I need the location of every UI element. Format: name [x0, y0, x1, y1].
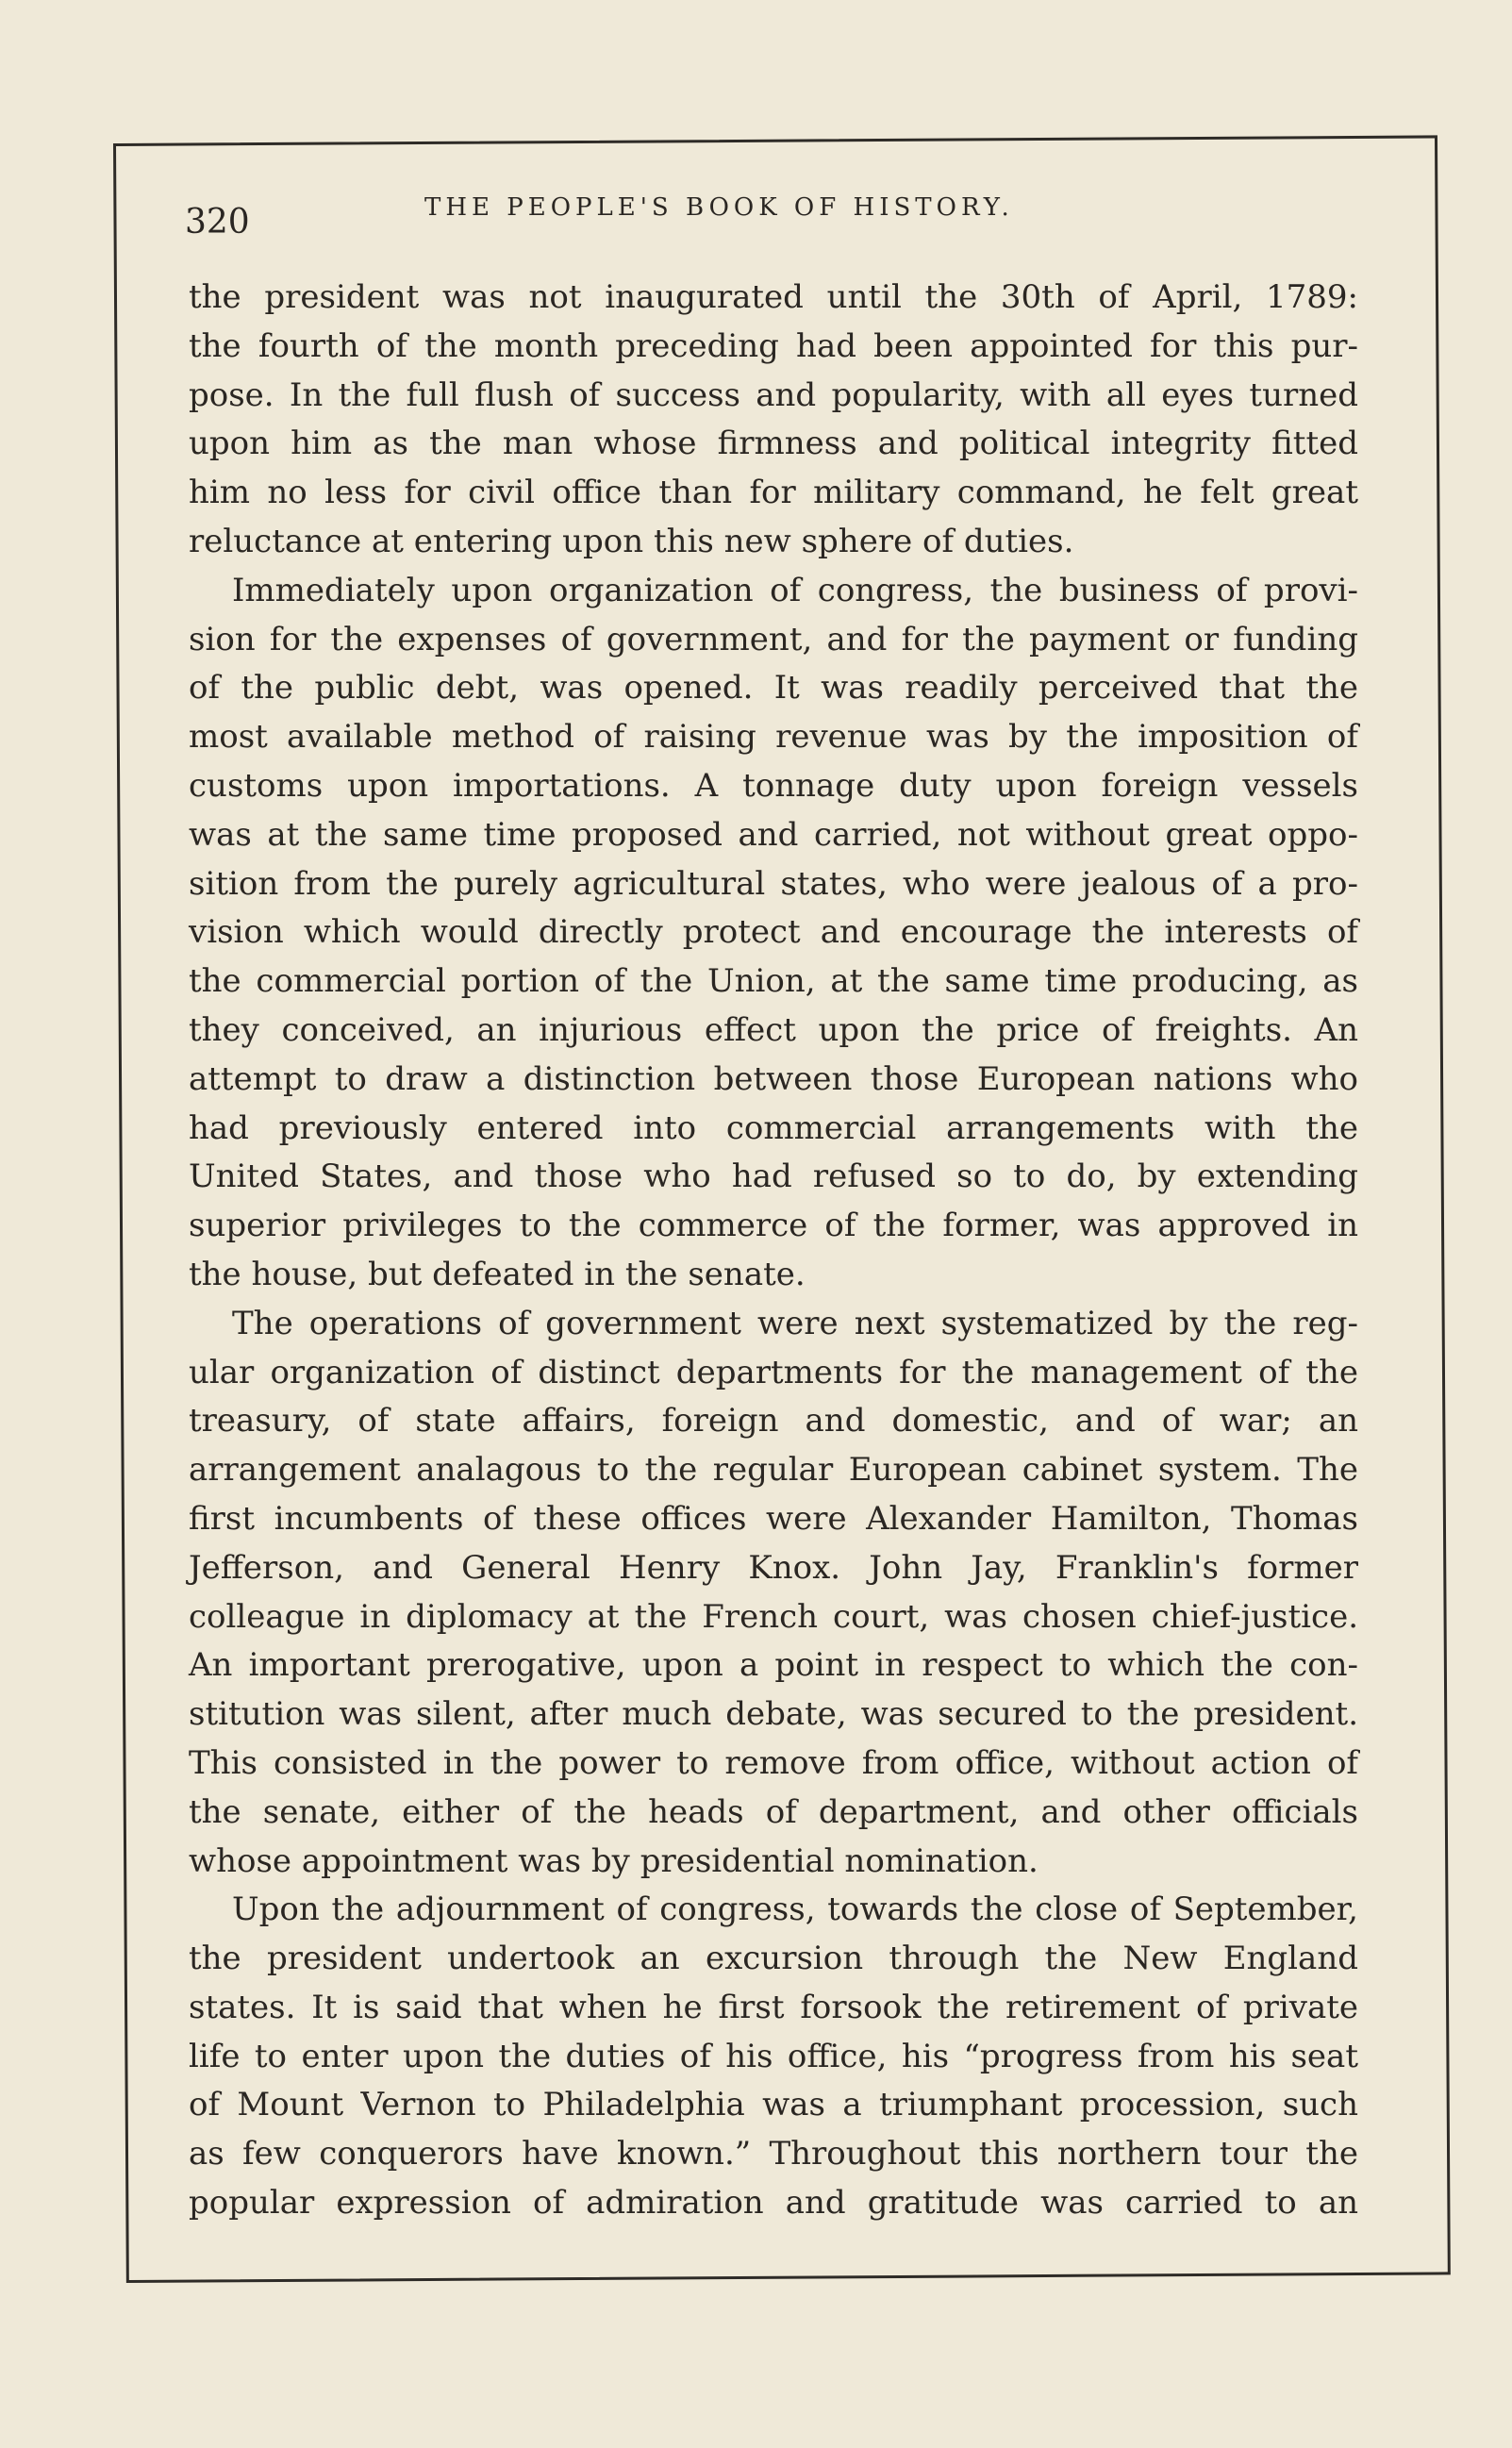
text-line: whose appointment was by presidential nomination.: [189, 1841, 1038, 1880]
text-line: colleague in diplomacy at the French court, was chosen chief-justice.: [189, 1597, 1358, 1636]
text-line: as few conquerors have known.” Throughout this northern tour the: [189, 2135, 1358, 2173]
running-title: THE PEOPLE'S BOOK OF HISTORY.: [424, 193, 1014, 222]
text-line: reluctance at entering upon this new sphere of duties.: [189, 522, 1074, 560]
text-line: popular expression of admiration and gratitude was carried to an: [189, 2184, 1358, 2223]
text-line: upon him as the man whose firmness and political integrity fitted: [189, 425, 1358, 463]
text-line: they conceived, an injurious effect upon the price of freights. An: [189, 1010, 1358, 1049]
text-line: first incumbents of these offices were Alexander Hamilton, Thomas: [189, 1499, 1358, 1538]
text-line: ular organization of distinct departments for the management of the: [189, 1353, 1358, 1391]
page-number: 320: [185, 203, 250, 241]
text-line: the house, but defeated in the senate.: [189, 1255, 806, 1293]
text-line: Jefferson, and General Henry Knox. John Jay, Franklin's former: [189, 1548, 1358, 1587]
text-line: United States, and those who had refused so to do, by extending: [189, 1157, 1358, 1196]
text-line: Upon the adjournment of congress, towards the close of September,: [232, 1890, 1358, 1929]
text-line: attempt to draw a distinction between those European nations who: [189, 1059, 1358, 1098]
text-line: sition from the purely agricultural states, who were jealous of a pro-: [189, 864, 1358, 903]
body-text: [189, 274, 1358, 2228]
text-line: customs upon importations. A tonnage duty upon foreign vessels: [189, 766, 1358, 805]
text-line: him no less for civil office than for military command, he felt great: [189, 474, 1358, 512]
text-line: pose. In the full flush of success and popularity, with all eyes turned: [189, 375, 1358, 414]
text-line: states. It is said that when he first forsook the retirement of private: [189, 1988, 1358, 2026]
text-line: vision which would directly protect and encourage the interests of: [189, 913, 1358, 952]
text-line: of the public debt, was opened. It was readily perceived that the: [189, 669, 1358, 708]
text-line: The operations of government were next systematized by the reg-: [232, 1304, 1358, 1342]
text-line: stitution was silent, after much debate, was secured to the president.: [189, 1695, 1358, 1734]
text-line: arrangement analagous to the regular European cabinet system. The: [189, 1451, 1358, 1490]
text-line: the senate, either of the heads of department, and other officials: [189, 1792, 1358, 1831]
text-line: most available method of raising revenue was by the imposition of: [189, 718, 1358, 757]
text-line: of Mount Vernon to Philadelphia was a triumphant procession, such: [189, 2086, 1358, 2124]
text-line: superior privileges to the commerce of the former, was approved in: [189, 1207, 1358, 1245]
text-line: had previously entered into commercial arrangements with the: [189, 1108, 1358, 1147]
text-line: the fourth of the month preceding had been appointed for this pur-: [189, 326, 1358, 365]
text-line: was at the same time proposed and carried, not without great oppo-: [189, 815, 1358, 854]
text-line: An important prerogative, upon a point in respect to which the con-: [189, 1646, 1358, 1685]
text-line: the president was not inaugurated until the 30th of April, 1789:: [189, 278, 1358, 316]
text-line: This consisted in the power to remove from office, without action of: [189, 1743, 1358, 1782]
text-line: the president undertook an excursion through the New England: [189, 1940, 1358, 1978]
text-line: treasury, of state affairs, foreign and domestic, and of war; an: [189, 1402, 1358, 1440]
text-line: sion for the expenses of government, and for the payment or funding: [189, 620, 1358, 658]
text-line: life to enter upon the duties of his office, his “progress from his seat: [189, 2037, 1358, 2075]
text-line: the commercial portion of the Union, at the same time producing, as: [189, 962, 1358, 1001]
text-line: Immediately upon organization of congress, the business of provi-: [232, 571, 1358, 609]
